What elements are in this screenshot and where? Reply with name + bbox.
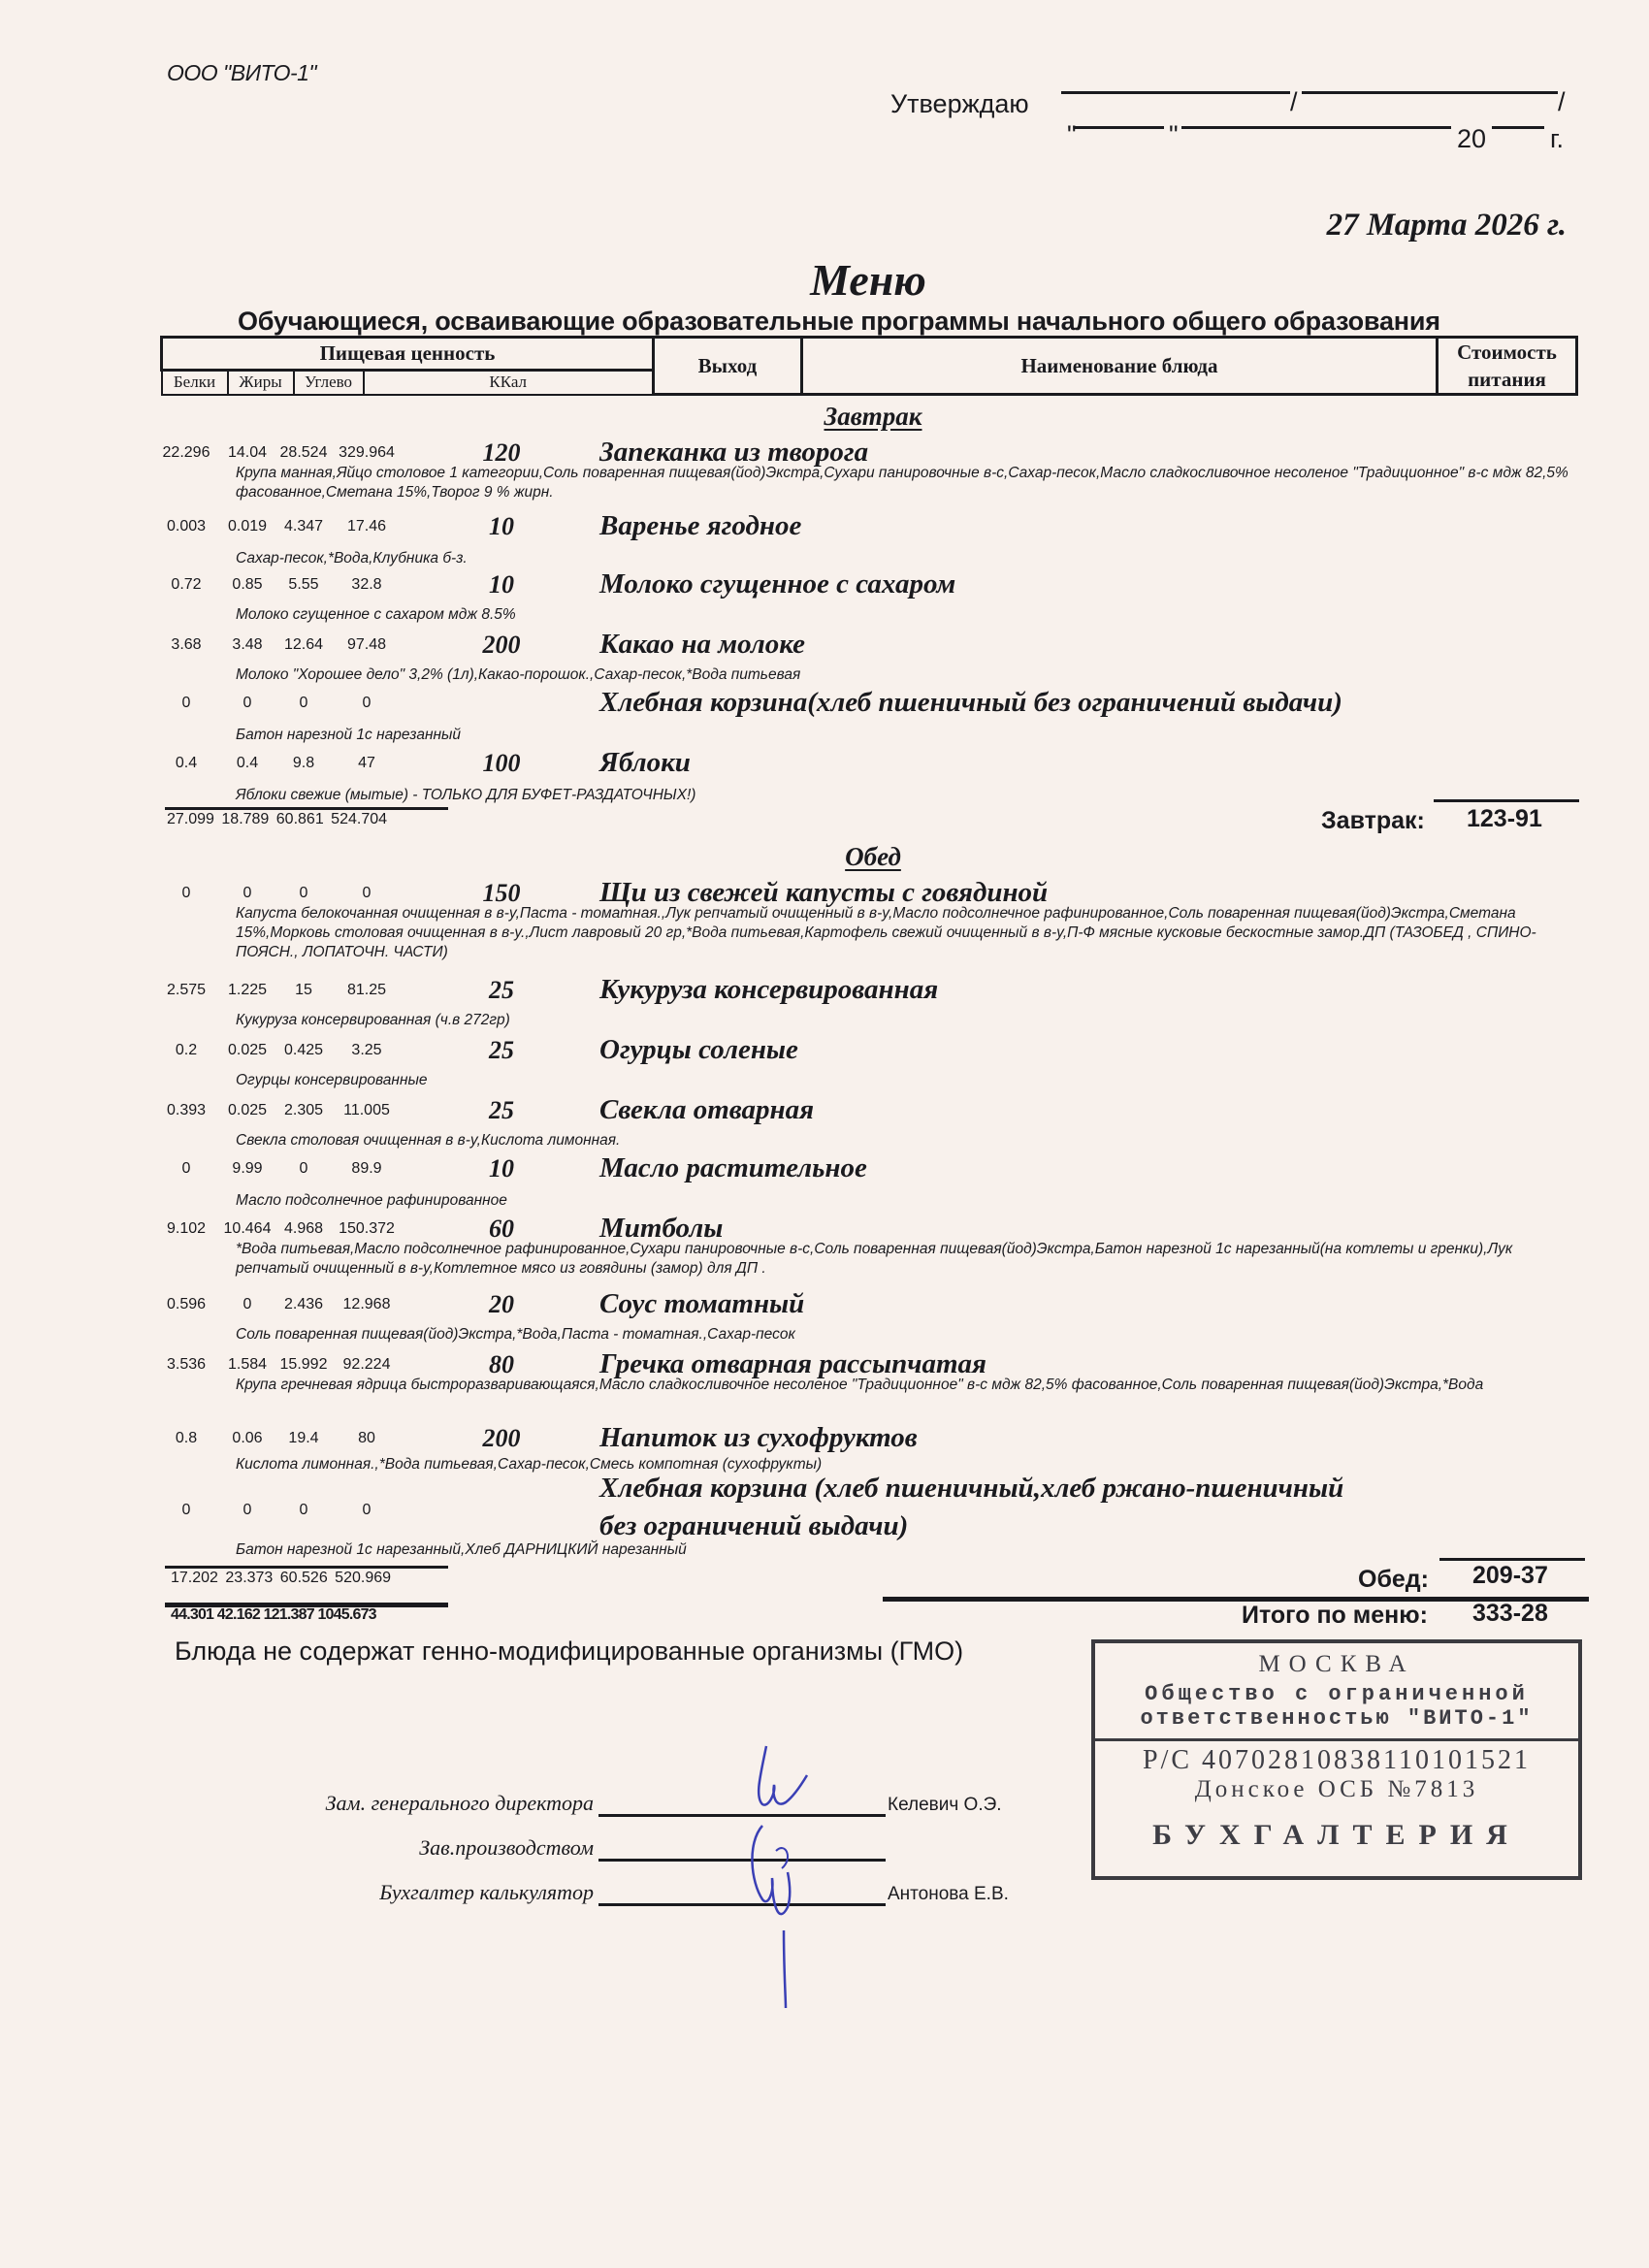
protein-value: 0.2 <box>175 1042 198 1058</box>
carbs-header: Углево <box>294 370 364 394</box>
stamp-line2: ответственностью "ВИТО-1" <box>1140 1706 1534 1731</box>
protein-value: 3.536 <box>166 1356 207 1373</box>
dish-name: Митболы <box>599 1213 724 1244</box>
breakfast-total-kcal: 524.704 <box>331 811 388 827</box>
protein-value: 2.575 <box>166 982 207 998</box>
dish-ingredients: Крупа манная,Яйцо столовое 1 категории,Соль поваренная пищевая(йод)Экстра,Сухари панировочные в-с,Сахар-песок,Масло сладкосливочное несоленое "Традиционное" в-с мдж 82,5% фасованное,Сметана 15%,Творог 9 % жирн. <box>236 465 1568 501</box>
fat-value: 0.06 <box>232 1430 263 1446</box>
dish-name: Какао на молоке <box>599 629 805 660</box>
dish-name <box>599 1473 1343 1542</box>
dish-name-line1: Хлебная корзина (хлеб пшеничный,хлеб ржано-пшеничный <box>599 1473 1344 1504</box>
lunch-total-rule <box>165 1566 448 1569</box>
fat-value: 0 <box>242 885 252 901</box>
protein-value: 0 <box>181 695 191 711</box>
carbs-value: 5.55 <box>288 576 319 593</box>
year-prefix: 20 <box>1457 124 1487 153</box>
dish-output: 100 <box>482 749 521 777</box>
fat-value: 0.025 <box>227 1102 268 1118</box>
nutrition-values <box>167 518 448 541</box>
carbs-value: 19.4 <box>288 1430 319 1446</box>
breakfast-price-rule <box>1434 799 1579 802</box>
protein-value: 0 <box>181 1160 191 1177</box>
section-title-lunch: Обед <box>845 842 901 871</box>
dish-output: 10 <box>489 512 514 540</box>
protein-value: 9.102 <box>166 1220 207 1237</box>
dish-output: 25 <box>489 1096 514 1124</box>
approve-slash: / <box>1290 87 1298 116</box>
cost-header-line2: питания <box>1468 368 1546 391</box>
fat-value: 10.464 <box>223 1220 272 1237</box>
carbs-value: 12.64 <box>283 636 324 653</box>
dish-ingredients: Соль поваренная пищевая(йод)Экстра,*Вода,Паста - томатная.,Сахар-песок <box>236 1326 795 1343</box>
kcal-value: 17.46 <box>346 518 387 535</box>
nutrition-values <box>167 1102 448 1125</box>
lunch-total-label: Обед: <box>1358 1566 1429 1593</box>
dish-ingredients: Молоко сгущенное с сахаром мдж 8.5% <box>236 606 516 623</box>
breakfast-total-fat: 18.789 <box>221 811 270 827</box>
company-stamp <box>1091 1639 1582 1880</box>
carbs-value: 0 <box>299 885 308 901</box>
dish-output: 80 <box>489 1350 514 1378</box>
kcal-value: 150.372 <box>339 1220 395 1237</box>
page-title: Меню <box>810 255 926 305</box>
lunch-total-kcal: 520.969 <box>335 1570 392 1586</box>
dish-output: 10 <box>489 570 514 599</box>
nutrition-values <box>167 982 448 1005</box>
lunch-price: 209-37 <box>1472 1562 1548 1589</box>
signature-name-deputy-director: Келевич О.Э. <box>888 1795 1002 1815</box>
carbs-value: 4.347 <box>283 518 324 535</box>
breakfast-total-protein: 27.099 <box>167 811 214 827</box>
handwritten-signature-icon <box>718 1736 834 2008</box>
dish-name: Щи из свежей капусты с говядиной <box>599 877 1049 908</box>
fat-value: 14.04 <box>227 444 268 461</box>
carbs-value: 28.524 <box>279 444 328 461</box>
nutrition-values <box>167 1502 448 1525</box>
dish-name: Соус томатный <box>599 1288 805 1319</box>
fat-value: 0.019 <box>227 518 268 535</box>
nutrition-values <box>167 755 448 778</box>
stamp-account: Р/С 40702810838110101521 <box>1143 1745 1531 1775</box>
carbs-value: 15.992 <box>279 1356 328 1373</box>
approver-signature-field[interactable] <box>1061 91 1290 94</box>
signature-role-accountant: Бухгалтер калькулятор <box>379 1880 594 1904</box>
protein-value: 0 <box>181 885 191 901</box>
approve-label: Утверждаю <box>890 89 1029 118</box>
dish-name: Хлебная корзина(хлеб пшеничный без ограничений выдачи) <box>599 687 1342 718</box>
grand-total-label: Итого по меню: <box>1242 1602 1428 1629</box>
fat-value: 3.48 <box>232 636 263 653</box>
output-header: Выход <box>653 338 801 395</box>
protein-value: 0.4 <box>175 755 198 771</box>
dish-ingredients: Сахар-песок,*Вода,Клубника б-з. <box>236 550 468 567</box>
breakfast-total-carbs: 60.861 <box>275 811 324 827</box>
kcal-value: 80 <box>358 1430 375 1446</box>
dish-ingredients: Кислота лимонная.,*Вода питьевая,Сахар-песок,Смесь компотная (сухофрукты) <box>236 1456 823 1473</box>
nutrition-values <box>167 636 448 660</box>
kcal-value: 0 <box>362 695 372 711</box>
dish-output: 200 <box>482 631 521 659</box>
lunch-total-carbs: 60.526 <box>279 1570 328 1586</box>
dish-output: 10 <box>489 1154 514 1183</box>
fat-value: 0 <box>242 695 252 711</box>
dish-name: Кукуруза консервированная <box>599 974 939 1005</box>
dish-ingredients: Молоко "Хорошее дело" 3,2% (1л),Какао-порошок.,Сахар-песок,*Вода питьевая <box>236 666 801 683</box>
dish-output: 60 <box>489 1215 514 1243</box>
grand-totals: 44.301 42.162 121.387 1045.673 <box>171 1606 376 1623</box>
approve-day-field[interactable] <box>1075 126 1164 129</box>
fat-value: 0.4 <box>236 755 259 771</box>
cost-header <box>1438 338 1577 395</box>
dish-name: Гречка отварная рассыпчатая <box>599 1348 986 1379</box>
lunch-total-fat: 23.373 <box>225 1570 274 1586</box>
kcal-value: 81.25 <box>346 982 387 998</box>
dish-name: Огурцы соленые <box>599 1034 798 1065</box>
breakfast-price: 123-91 <box>1467 805 1542 832</box>
stamp-bank: Донское ОСБ №7813 <box>1194 1776 1479 1802</box>
kcal-value: 329.964 <box>339 444 395 461</box>
lunch-total-protein: 17.202 <box>171 1570 218 1586</box>
dish-ingredients: Капуста белокочанная очищенная в в-у,Паста - томатная.,Лук репчатый очищенный в в-у,Масло подсолнечное рафинированное,Соль поваренная пищевая(йод)Экстра,Сметана 15%,Морковь столовая очищенная в в-у.,Лист лавровый 20 гр,*Вода питьевая,Картофель свежий очищенный в в-у,П-Ф мясные кусковые бескостные замор.ДП (ТАЗОБЕД , СПИНО-ПОЯСН., ЛОПАТОЧН. ЧАСТИ) <box>236 905 1536 960</box>
carbs-value: 0 <box>299 1502 308 1518</box>
dish-ingredients: Кукуруза консервированная (ч.в 272гр) <box>236 1012 510 1028</box>
dish-ingredients: Масло подсолнечное рафинированное <box>236 1192 507 1209</box>
nutrition-values <box>167 1296 448 1319</box>
dish-name: Молоко сгущенное с сахаром <box>599 568 956 599</box>
dish-name: Напиток из сухофруктов <box>599 1422 918 1453</box>
protein-value: 22.296 <box>162 444 210 461</box>
nutrition-values <box>167 1430 448 1453</box>
nutrition-values <box>167 576 448 599</box>
stamp-divider <box>1091 1738 1582 1741</box>
fat-value: 0 <box>242 1296 252 1312</box>
dish-output: 25 <box>489 1036 514 1064</box>
dish-output: 25 <box>489 976 514 1004</box>
signature-role-deputy-director: Зам. генерального директора <box>325 1791 594 1815</box>
grand-total-price: 333-28 <box>1472 1600 1548 1627</box>
dish-name: Варенье ягодное <box>599 510 802 541</box>
breakfast-total-label: Завтрак: <box>1321 807 1425 834</box>
kcal-value: 47 <box>358 755 375 771</box>
carbs-value: 4.968 <box>283 1220 324 1237</box>
stamp-line1: Общество с ограниченной <box>1145 1682 1529 1706</box>
fat-value: 9.99 <box>232 1160 263 1177</box>
protein-value: 0.003 <box>166 518 207 535</box>
fat-header: Жиры <box>228 370 294 394</box>
signature-role-production-head: Зав.производством <box>419 1835 594 1860</box>
dish-ingredients: Батон нарезной 1с нарезанный <box>236 727 462 743</box>
stamp-department: БУХГАЛТЕРИЯ <box>1152 1819 1521 1851</box>
protein-value: 0.393 <box>166 1102 207 1118</box>
lunch-price-rule <box>1439 1558 1585 1561</box>
kcal-header: ККал <box>364 370 654 394</box>
carbs-value: 2.305 <box>283 1102 324 1118</box>
dish-output: 120 <box>482 438 521 467</box>
protein-value: 0 <box>181 1502 191 1518</box>
carbs-value: 0 <box>299 1160 308 1177</box>
kcal-value: 32.8 <box>351 576 382 593</box>
signature-name-accountant: Антонова Е.В. <box>888 1884 1009 1904</box>
fat-value: 0.025 <box>227 1042 268 1058</box>
lunch-totals <box>171 1570 391 1587</box>
dish-ingredients: *Вода питьевая,Масло подсолнечное рафинированное,Сухари панировочные в-с,Соль поваренная пищевая(йод)Экстра,Батон нарезной 1с нарезанный(на котлеты и гренки),Лук репчатый очищенный в в-у,Котлетное мясо из говядины (замор) для ДП . <box>236 1241 1513 1277</box>
kcal-value: 3.25 <box>351 1042 382 1058</box>
approve-slash-end: / <box>1558 87 1566 116</box>
dish-name: Запеканка из творога <box>599 437 869 468</box>
dish-ingredients: Батон нарезной 1с нарезанный,Хлеб ДАРНИЦКИЙ нарезанный <box>236 1541 687 1558</box>
year-suffix: г. <box>1550 124 1565 153</box>
dish-output: 20 <box>489 1290 514 1318</box>
fat-value: 0.85 <box>232 576 263 593</box>
organization-name: ООО "ВИТО-1" <box>167 60 317 85</box>
dish-ingredients: Свекла столовая очищенная в в-у,Кислота лимонная. <box>236 1132 621 1149</box>
dish-output: 200 <box>482 1424 521 1452</box>
nutrition-values <box>167 695 448 718</box>
section-title-breakfast: Завтрак <box>824 402 922 431</box>
nutrition-values <box>167 1160 448 1183</box>
cost-header-line1: Стоимость <box>1457 340 1557 364</box>
protein-header: Белки <box>162 370 228 394</box>
kcal-value: 0 <box>362 1502 372 1518</box>
fat-value: 1.225 <box>227 982 268 998</box>
dish-name: Свекла отварная <box>599 1094 815 1125</box>
dish-output: 150 <box>482 879 521 907</box>
carbs-value: 15 <box>295 982 312 998</box>
protein-value: 0.72 <box>171 576 202 593</box>
nutrition-header: Пищевая ценность <box>162 338 654 371</box>
carbs-value: 0 <box>299 695 308 711</box>
approve-month-field[interactable] <box>1181 126 1451 129</box>
dish-name-header: Наименование блюда <box>801 338 1437 395</box>
date-quote-close: " <box>1169 120 1179 149</box>
carbs-value: 2.436 <box>283 1296 324 1312</box>
breakfast-total-rule <box>165 807 448 810</box>
kcal-value: 0 <box>362 885 372 901</box>
nutrition-values <box>167 1042 448 1065</box>
menu-table-header <box>160 336 1578 396</box>
kcal-value: 11.005 <box>343 1102 390 1118</box>
kcal-value: 12.968 <box>342 1296 391 1312</box>
page-subtitle: Обучающиеся, осваивающие образовательные программы начального общего образования <box>238 307 1440 336</box>
kcal-value: 97.48 <box>346 636 387 653</box>
gmo-notice: Блюда не содержат генно-модифицированные организмы (ГМО) <box>175 1636 964 1666</box>
approver-name-field[interactable] <box>1302 91 1558 94</box>
carbs-value: 9.8 <box>292 755 315 771</box>
protein-value: 0.8 <box>175 1430 198 1446</box>
menu-date: 27 Марта 2026 г. <box>1326 208 1567 243</box>
fat-value: 0 <box>242 1502 252 1518</box>
approve-year-field[interactable] <box>1492 126 1544 129</box>
dish-name: Масло растительное <box>599 1152 867 1183</box>
dish-ingredients: Яблоки свежие (мытые) - ТОЛЬКО ДЛЯ БУФЕТ-РАЗДАТОЧНЫХ!) <box>236 787 696 803</box>
carbs-value: 0.425 <box>283 1042 324 1058</box>
dish-ingredients: Огурцы консервированные <box>236 1072 428 1088</box>
kcal-value: 89.9 <box>351 1160 382 1177</box>
protein-value: 3.68 <box>171 636 202 653</box>
dish-name-line2: без ограничений выдачи) <box>599 1510 909 1541</box>
stamp-city: МОСКВА <box>1258 1651 1415 1677</box>
protein-value: 0.596 <box>166 1296 207 1312</box>
kcal-value: 92.224 <box>342 1356 391 1373</box>
breakfast-totals <box>167 811 387 828</box>
fat-value: 1.584 <box>227 1356 268 1373</box>
dish-name: Яблоки <box>599 747 691 778</box>
date-quote-open: " <box>1067 120 1077 149</box>
dish-ingredients: Крупа гречневая ядрица быстроразваривающаяся,Масло сладкосливочное несоленое "Традиционное" в-с мдж 82,5% фасованное,Соль поваренная пищевая(йод)Экстра,*Вода <box>236 1377 1484 1393</box>
